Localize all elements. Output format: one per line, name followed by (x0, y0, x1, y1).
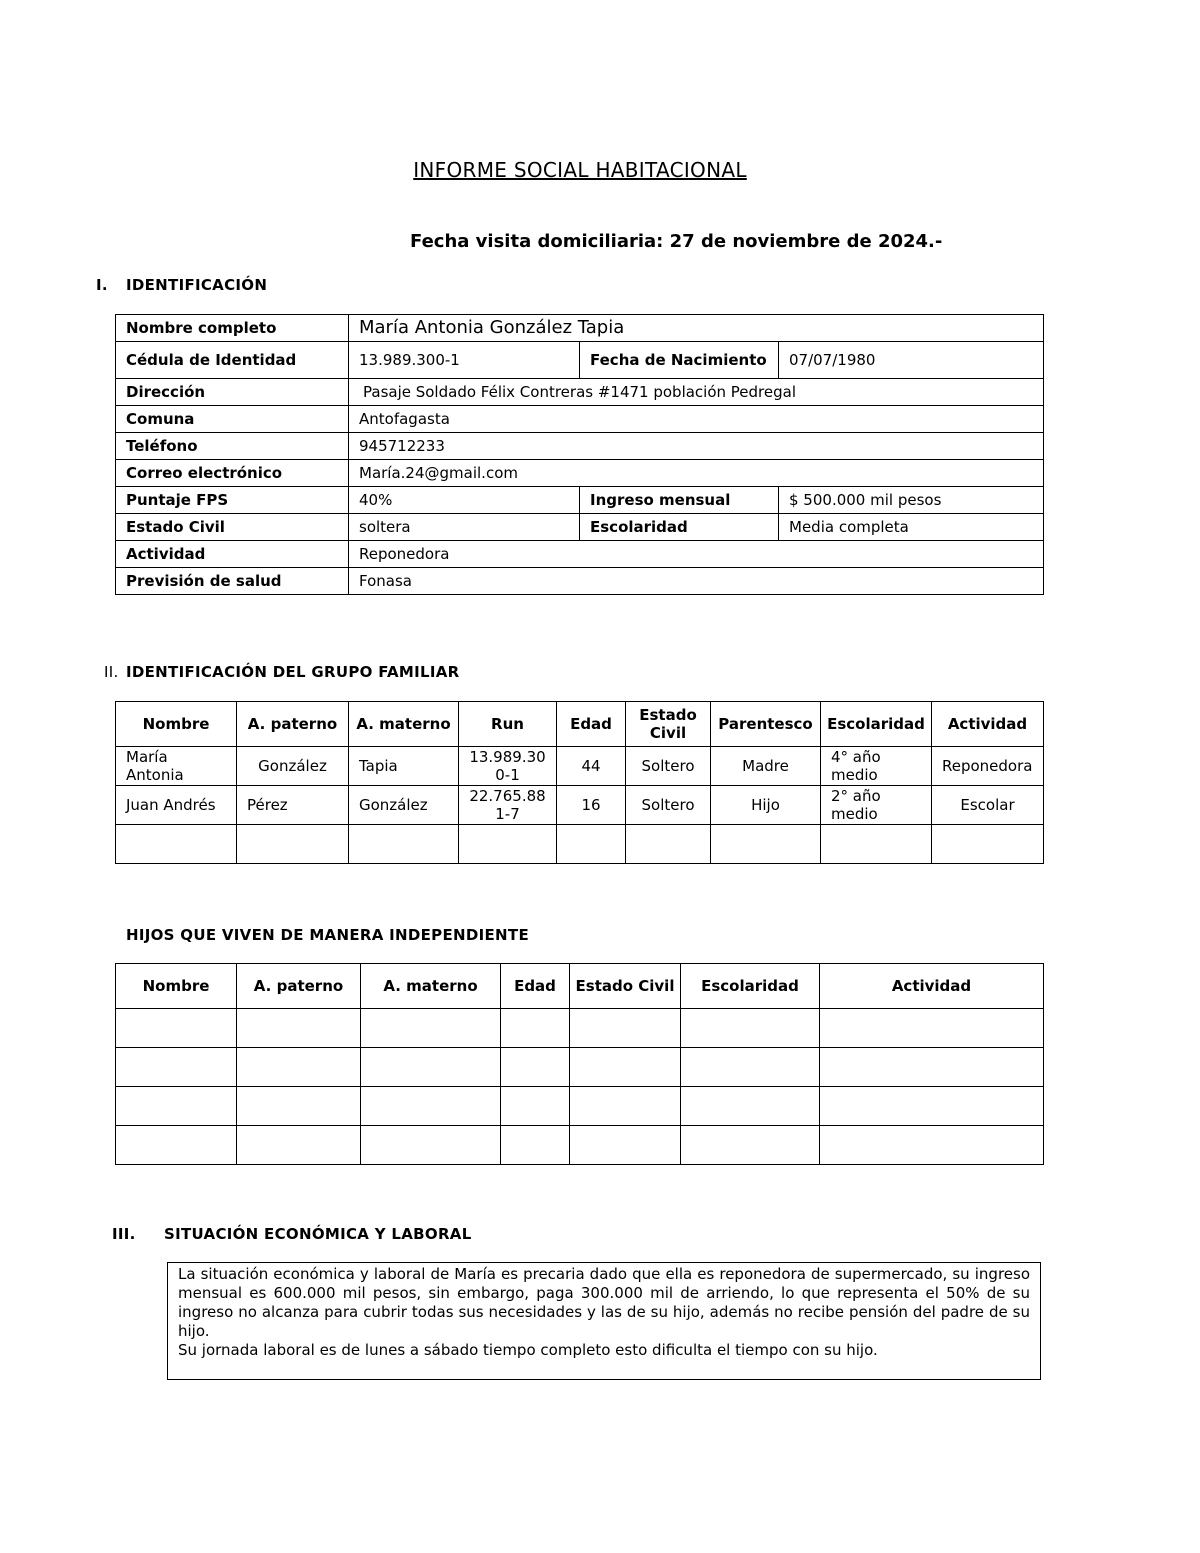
family-header-row (116, 702, 1044, 747)
value-actividad: Reponedora (349, 541, 1044, 568)
empty-cell (681, 1087, 820, 1126)
value-telefono: 945712233 (349, 433, 1044, 460)
empty-cell (681, 1048, 820, 1087)
value-ingreso: $ 500.000 mil pesos (779, 487, 1044, 514)
label-estado: Estado Civil (116, 514, 349, 541)
empty-cell (116, 1048, 237, 1087)
value-prevision: Fonasa (349, 568, 1044, 595)
label-nombre: Nombre completo (116, 315, 349, 342)
cell-edad: 44 (557, 747, 626, 786)
cell-run: 22.765.881-7 (459, 786, 557, 825)
empty-cell (237, 825, 349, 864)
row-estado (116, 514, 1044, 541)
empty-cell (237, 1087, 361, 1126)
label-correo: Correo electrónico (116, 460, 349, 487)
family-group-table (115, 701, 1044, 864)
section3-number: III. (112, 1225, 136, 1243)
empty-cell (570, 1009, 681, 1048)
empty-cell (459, 825, 557, 864)
label-nacimiento: Fecha de Nacimiento (580, 342, 779, 379)
cell-paterno: González (237, 747, 349, 786)
section2-number: II. (104, 663, 119, 681)
empty-cell (820, 1087, 1044, 1126)
visit-date: Fecha visita domiciliaria: 27 de noviembre de 2024.- (410, 231, 943, 252)
table-row (116, 747, 1044, 786)
table-row-empty (116, 825, 1044, 864)
col-header: Actividad (932, 702, 1044, 747)
value-comuna: Antofagasta (349, 406, 1044, 433)
empty-cell (361, 1087, 501, 1126)
cell-actividad: Escolar (932, 786, 1044, 825)
label-comuna: Comuna (116, 406, 349, 433)
economic-situation-box (167, 1262, 1041, 1380)
independent-children-table (115, 963, 1044, 1165)
cell-edad: 16 (557, 786, 626, 825)
value-estado: soltera (349, 514, 580, 541)
table-row-empty (116, 1009, 1044, 1048)
col-header: A. materno (349, 702, 459, 747)
cell-nombre: Juan Andrés (116, 786, 237, 825)
empty-cell (570, 1087, 681, 1126)
empty-cell (557, 825, 626, 864)
col-header: Nombre (116, 702, 237, 747)
empty-cell (820, 1009, 1044, 1048)
cell-paterno: Pérez (237, 786, 349, 825)
empty-cell (501, 1087, 570, 1126)
empty-cell (237, 1048, 361, 1087)
hijos-heading: HIJOS QUE VIVEN DE MANERA INDEPENDIENTE (126, 926, 529, 944)
row-comuna (116, 406, 1044, 433)
table-row-empty (116, 1048, 1044, 1087)
col-header: A. materno (361, 964, 501, 1009)
empty-cell (116, 1087, 237, 1126)
col-header: A. paterno (237, 702, 349, 747)
section1-heading: IDENTIFICACIÓN (126, 276, 268, 294)
cell-parentesco: Hijo (711, 786, 821, 825)
label-escolaridad: Escolaridad (580, 514, 779, 541)
label-prevision: Previsión de salud (116, 568, 349, 595)
cell-materno: González (349, 786, 459, 825)
cell-nombre: María Antonia (116, 747, 237, 786)
section1-number: I. (96, 276, 108, 294)
row-correo (116, 460, 1044, 487)
work-schedule-paragraph: Su jornada laboral es de lunes a sábado tiempo completo esto dificulta el tiempo con su hijo. (178, 1341, 878, 1359)
cell-estado: Soltero (626, 786, 711, 825)
row-prevision (116, 568, 1044, 595)
col-header: Parentesco (711, 702, 821, 747)
label-direccion: Dirección (116, 379, 349, 406)
table-row-empty (116, 1087, 1044, 1126)
hijos-header-row (116, 964, 1044, 1009)
empty-cell (116, 1126, 237, 1165)
col-header: Nombre (116, 964, 237, 1009)
empty-cell (361, 1009, 501, 1048)
value-escolaridad: Media completa (779, 514, 1044, 541)
empty-cell (237, 1126, 361, 1165)
empty-cell (821, 825, 932, 864)
cell-escolaridad: 2° año medio (821, 786, 932, 825)
empty-cell (237, 1009, 361, 1048)
row-puntaje (116, 487, 1044, 514)
empty-cell (570, 1126, 681, 1165)
row-cedula (116, 342, 1044, 379)
empty-cell (116, 825, 237, 864)
table-row-empty (116, 1126, 1044, 1165)
label-ingreso: Ingreso mensual (580, 487, 779, 514)
empty-cell (501, 1009, 570, 1048)
section2-heading: IDENTIFICACIÓN DEL GRUPO FAMILIAR (126, 663, 460, 681)
col-header: Edad (557, 702, 626, 747)
col-header: Estado Civil (626, 702, 711, 747)
col-header: Escolaridad (821, 702, 932, 747)
cell-estado: Soltero (626, 747, 711, 786)
row-nombre (116, 315, 1044, 342)
cell-actividad: Reponedora (932, 747, 1044, 786)
col-header: Edad (501, 964, 570, 1009)
value-direccion: Pasaje Soldado Félix Contreras #1471 población Pedregal (349, 379, 1044, 406)
section3-heading: SITUACIÓN ECONÓMICA Y LABORAL (164, 1225, 472, 1243)
empty-cell (501, 1048, 570, 1087)
row-direccion (116, 379, 1044, 406)
empty-cell (501, 1126, 570, 1165)
value-puntaje: 40% (349, 487, 580, 514)
cell-escolaridad: 4° año medio (821, 747, 932, 786)
label-actividad: Actividad (116, 541, 349, 568)
cell-run: 13.989.300-1 (459, 747, 557, 786)
empty-cell (681, 1126, 820, 1165)
col-header: Actividad (820, 964, 1044, 1009)
empty-cell (820, 1126, 1044, 1165)
empty-cell (932, 825, 1044, 864)
empty-cell (361, 1048, 501, 1087)
empty-cell (626, 825, 711, 864)
empty-cell (681, 1009, 820, 1048)
col-header: Escolaridad (681, 964, 820, 1009)
document-title: INFORME SOCIAL HABITACIONAL (413, 158, 747, 182)
value-cedula: 13.989.300-1 (349, 342, 580, 379)
empty-cell (349, 825, 459, 864)
col-header: A. paterno (237, 964, 361, 1009)
row-actividad (116, 541, 1044, 568)
col-header: Run (459, 702, 557, 747)
value-nombre: María Antonia González Tapia (349, 315, 1044, 342)
empty-cell (116, 1009, 237, 1048)
empty-cell (570, 1048, 681, 1087)
empty-cell (361, 1126, 501, 1165)
cell-parentesco: Madre (711, 747, 821, 786)
table-row (116, 786, 1044, 825)
empty-cell (820, 1048, 1044, 1087)
value-nacimiento: 07/07/1980 (779, 342, 1044, 379)
economic-paragraph: La situación económica y laboral de María es precaria dado que ella es reponedora de supermercado, su ingreso mensual es 600.000 mil pesos, sin embargo, paga 300.000 mil de arriendo, lo que representa el 50% de su ingreso no alcanza para cubrir todas sus necesidades y las de su hijo, además no recibe pensión del padre de su hijo. (178, 1265, 1030, 1340)
row-telefono (116, 433, 1044, 460)
identification-table (115, 314, 1044, 595)
col-header: Estado Civil (570, 964, 681, 1009)
cell-materno: Tapia (349, 747, 459, 786)
value-correo: María.24@gmail.com (349, 460, 1044, 487)
label-puntaje: Puntaje FPS (116, 487, 349, 514)
label-cedula: Cédula de Identidad (116, 342, 349, 379)
empty-cell (711, 825, 821, 864)
label-telefono: Teléfono (116, 433, 349, 460)
